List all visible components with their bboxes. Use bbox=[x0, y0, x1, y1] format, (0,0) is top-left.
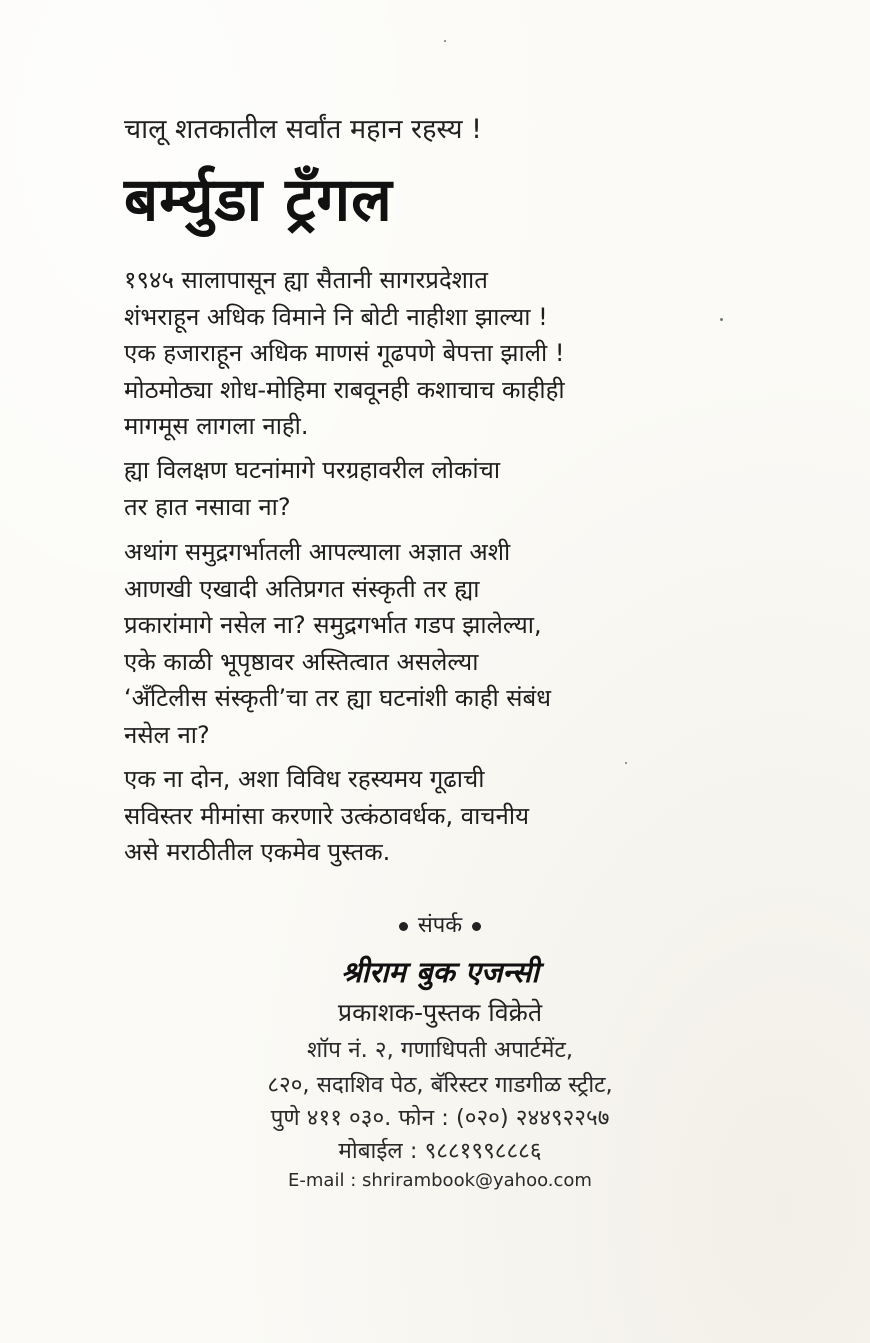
paragraph-line: ‘अँटिलीस संस्कृती’चा तर ह्या घटनांशी काही संबंध bbox=[124, 684, 551, 712]
paragraph-line: मागमूस लागला नाही. bbox=[124, 412, 309, 440]
bullet-icon bbox=[472, 922, 481, 931]
contact-heading bbox=[120, 908, 760, 944]
paper-speck bbox=[625, 762, 627, 764]
paper-speck bbox=[720, 318, 723, 321]
paragraph-line: शंभराहून अधिक विमाने नि बोटी नाहीशा झाल्या ! bbox=[124, 302, 548, 331]
paragraph-line: असे मराठीतील एकमेव पुस्तक. bbox=[124, 838, 391, 866]
paragraph-disappearances bbox=[124, 262, 804, 445]
paragraph-line: अथांग समुद्रगर्भातली आपल्याला अज्ञात अशी bbox=[124, 538, 511, 566]
paragraph-line: मोठमोठ्या शोध-मोहिमा राबवूनही कशाचाच काहीही bbox=[124, 375, 565, 404]
bullet-icon bbox=[399, 922, 408, 931]
paragraph-line: एक हजाराहून अधिक माणसं गूढपणे बेपत्ता झाली ! bbox=[124, 339, 565, 367]
paragraph-atlantis bbox=[124, 534, 804, 753]
paragraph-line: तर हात नसावा ना? bbox=[124, 492, 291, 521]
paragraph-line: १९४५ सालापासून ह्या सैतानी सागरप्रदेशात bbox=[124, 266, 488, 294]
address-phone-line: पुणे ४११ ०३०. फोन : (०२०) २४४९२२५७ bbox=[270, 1105, 610, 1131]
agency-role: प्रकाशक-पुस्तक विक्रेते bbox=[337, 998, 543, 1027]
address-line: शॉप नं. २, गणाधिपती अपार्टमेंट, bbox=[307, 1037, 573, 1063]
paragraph-line: प्रकारांमागे नसेल ना? समुद्रगर्भात गडप झालेल्या, bbox=[124, 611, 542, 639]
paragraph-line: आणखी एखादी अतिप्रगत संस्कृती तर ह्या bbox=[124, 574, 480, 603]
email-address: E-mail : shrirambook@yahoo.com bbox=[288, 1170, 592, 1191]
paragraph-line: ह्या विलक्षण घटनांमागे परग्रहावरील लोकांचा bbox=[124, 456, 501, 484]
paragraph-line: एक ना दोन, अशा विविध रहस्यमय गूढाची bbox=[124, 765, 485, 793]
paragraph-line: एके काळी भूपृष्ठावर अस्तित्वात असलेल्या bbox=[124, 647, 479, 676]
paragraph-summary bbox=[124, 761, 804, 871]
address-line: ८२०, सदाशिव पेठ, बॅरिस्टर गाडगीळ स्ट्रीट, bbox=[267, 1072, 613, 1098]
paragraph-line: नसेल ना? bbox=[124, 720, 210, 749]
contact-heading-label: संपर्क bbox=[417, 913, 463, 938]
paragraph-line: सविस्तर मीमांसा करणारे उत्कंठावर्धक, वाचनीय bbox=[124, 801, 529, 830]
tagline: चालू शतकातील सर्वांत महान रहस्य ! bbox=[124, 114, 482, 145]
mobile-number: मोबाईल : ९८८१९९८८८६ bbox=[338, 1138, 542, 1164]
agency-name: श्रीराम बुक एजन्सी bbox=[341, 955, 539, 989]
book-title: बर्म्युडा ट्रँगल bbox=[124, 165, 393, 235]
paragraph-aliens bbox=[124, 452, 804, 525]
paper-speck bbox=[444, 40, 446, 42]
